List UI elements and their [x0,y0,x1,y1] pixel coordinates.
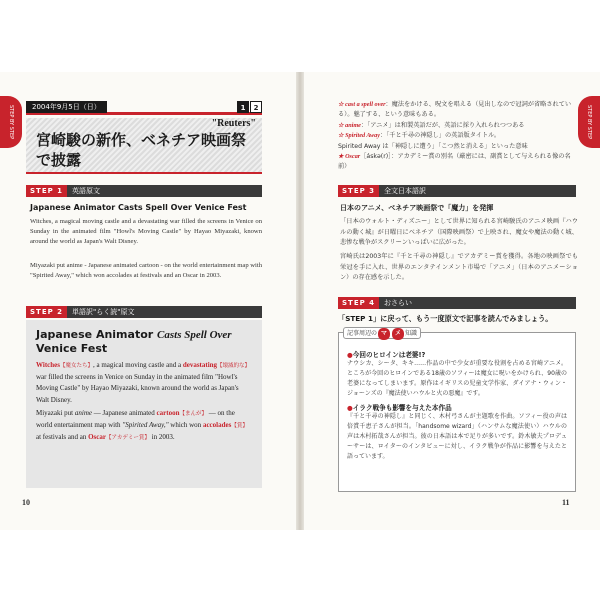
date-bar [26,101,262,115]
background-knowledge-box [338,332,576,492]
memo-paragraph-1: ナウシカ、シータ、キキ……作品の中で少女が重要な役割を占める宮崎アニメ。ところが今回のヒロインである18歳のソフィーは魔女に呪いをかけられ、90歳の老婆になってしまいます。原作はイギリスの児童文学作家、ダイアナ・ウィン・ジョーンズの『魔法使いハウルと火の悪魔』です。 [347,360,567,397]
glossed-article-box [26,320,262,488]
gloss-meaning: 【アカデミー賞】 [105,435,150,442]
vocab-definition: ：「アニメ」は和製英語だが、英語に採り入れられつつある [360,121,525,129]
headline-panel [26,118,262,174]
step3-label: STEP 3 [338,185,379,197]
step-number-2: 2 [250,101,262,113]
glossed-paragraph-1 [36,360,252,406]
step3-title: 全文日本語訳 [384,187,427,195]
gloss-word: "Spirited Away," [122,421,169,430]
memo-heading-text: 今回のヒロインは老婆!? [352,351,426,359]
gloss-meaning: 【魔女たち】 [59,363,93,369]
translation-paragraph-2: 宮崎氏は2003年に『千と千尋の神隠し』でアカデミー賞を獲得。各地の映画祭でも栄冠を手に入れ、世界のエンタテインメント市場で「アニメ」（日本のアニメーション）の存在感を示した。 [340,253,578,281]
step1-title: 英語原文 [72,187,101,195]
step2-title: 単語訳"らく読"原文 [72,308,135,316]
vocab-definition: ：「千と千尋の神隠し」の英語版タイトル。 [380,132,501,140]
gloss-word: devastating [182,361,218,369]
step1-bar [26,185,262,197]
vocab-list [338,100,576,173]
memo-tab-text: 記事周辺の [347,330,378,337]
translation-subtitle: 日本のアニメ、ベネチア映画祭で「魔力」を発揮 [340,204,494,212]
right-page-number: 11 [562,498,570,507]
vocab-item [338,142,576,152]
vocab-item [338,121,576,131]
left-side-tab: STEP BY STEP [0,96,22,148]
book-gutter [296,72,304,530]
bullet-icon: ● [347,351,353,359]
gloss-text: war filled the screens in Venice on Sunday in the animated film "Howl's Moving Castle" by Hayao Miyazaki, known around the world as Japan's Walt Disney. [36,373,239,404]
headline-title: 宮崎駿の新作、ベネチア映画祭で披露 [36,131,247,169]
step2-label: STEP 2 [26,306,67,318]
gloss-text: , a magical moving castle and a [93,361,183,369]
right-side-tab: STEP BY STEP [578,96,600,148]
step4-label: STEP 4 [338,297,379,309]
vocab-item [338,152,576,173]
step4-title: おさらい [384,299,413,307]
gloss-meaning: 【壊滅的な】 [217,363,251,369]
memo-paragraph-2: 『千と千尋の神隠し』と同じく、木村弓さんが主題歌を作曲。ソフィー役の声は倍賞千恵子さんが担当。「handsome wizard」（ハンサムな魔法使い）ハウルの声は木村拓哉さんが担当。彼の日本語は本で足りが多いです。鈴木敏夫プロデューサーは、ロイターのインタビューに対し、イラク戦争が作品に影響を与えたと語っています。 [347,413,567,460]
gloss-text: at festivals and an [36,433,89,442]
step4-bar [338,297,576,309]
step-number-1: 1 [237,101,249,113]
vocab-term: ☆ anime [338,121,361,129]
glossed-title [36,328,252,356]
memo-heading-text: イラク戦争も影響を与えた本作品 [352,404,452,412]
gloss-word: Oscar [88,433,106,442]
vocab-term: ☆ Spirited Away [338,132,380,140]
gloss-word: cartoon [156,408,180,417]
review-instruction: 「STEP 1」に戻って、もう一度原文で記事を読んでみましょう。 [338,314,553,323]
glossed-paragraph-2 [36,408,252,445]
memo-tab [343,327,421,339]
news-source: "Reuters" [211,118,256,129]
vocab-term: ☆ cast a spell over [338,101,386,108]
glossed-title-part: Venice Fest [36,342,108,355]
gloss-meaning: 【まんが】 [179,410,207,417]
gloss-text: — Japanese animated [92,408,157,417]
gloss-text: Miyazaki put [36,408,75,417]
vocab-definition: Spirited Away は「神隠しに遭う」「こつ然と消える」といった意味 [338,142,528,150]
memo-tab-text: 知識 [405,330,418,337]
memo-tab-pill: マ [378,328,390,340]
gloss-word: accolades [202,421,232,430]
article-date: 2004年9月5日（日） [26,101,107,113]
memo-heading-1 [347,349,567,359]
article-paragraph-1: Witches, a magical moving castle and a devastating war filled the screens in Venice on Sunday in the animated film "Howl's Moving Castle" by Hayao Miyazaki, known around the world as Japan's Walt Disney. [30,218,262,246]
left-page-number: 10 [22,498,30,507]
gloss-word: anime [74,408,92,417]
glossed-title-part: Japanese Animator [36,328,158,341]
step3-bar [338,185,576,197]
glossed-title-italic: Casts Spell Over [157,329,232,341]
gloss-word: Witches [36,361,60,369]
article-title: Japanese Animator Casts Spell Over Venice Fest [30,203,247,212]
step2-bar [26,306,262,318]
gloss-text: which won [168,421,203,430]
gloss-meaning: 【賞】 [231,423,248,430]
memo-heading-2 [347,402,567,412]
vocab-item [338,100,576,121]
bullet-icon: ● [347,404,353,412]
vocab-definition: ［áskə(r)］：アカデミー賞の別名（厳密には、副賞として与えられる像の名前） [338,153,571,171]
vocab-item [338,131,576,141]
step1-label: STEP 1 [26,185,67,197]
article-paragraph-2: Miyazaki put anime - Japanese animated cartoon - on the world entertainment map with "Spirited Away," which won accolades at festivals and an Oscar in 2003. [30,262,262,280]
gloss-text: in 2003. [149,433,175,442]
gloss-text: — on the world entertainment map with [36,408,235,430]
translation-paragraph-1: 「日本のウォルト・ディズニー」として世界に知られる宮崎駿氏のアニメ映画『ハウルの動く城』が日曜日にベネチア（国際映画祭）で上映され、魔女や魔法の動く城、悲惨な戦争がスクリーンいっぱいに広がった。 [340,218,578,246]
memo-tab-pill: メ [392,328,404,340]
vocab-definition: ：魔法をかける、呪文を唱える（見出しなので冠詞が省略されている）。魅了する、という意味もある。 [338,101,572,119]
vocab-term: ★ Oscar [338,153,361,161]
